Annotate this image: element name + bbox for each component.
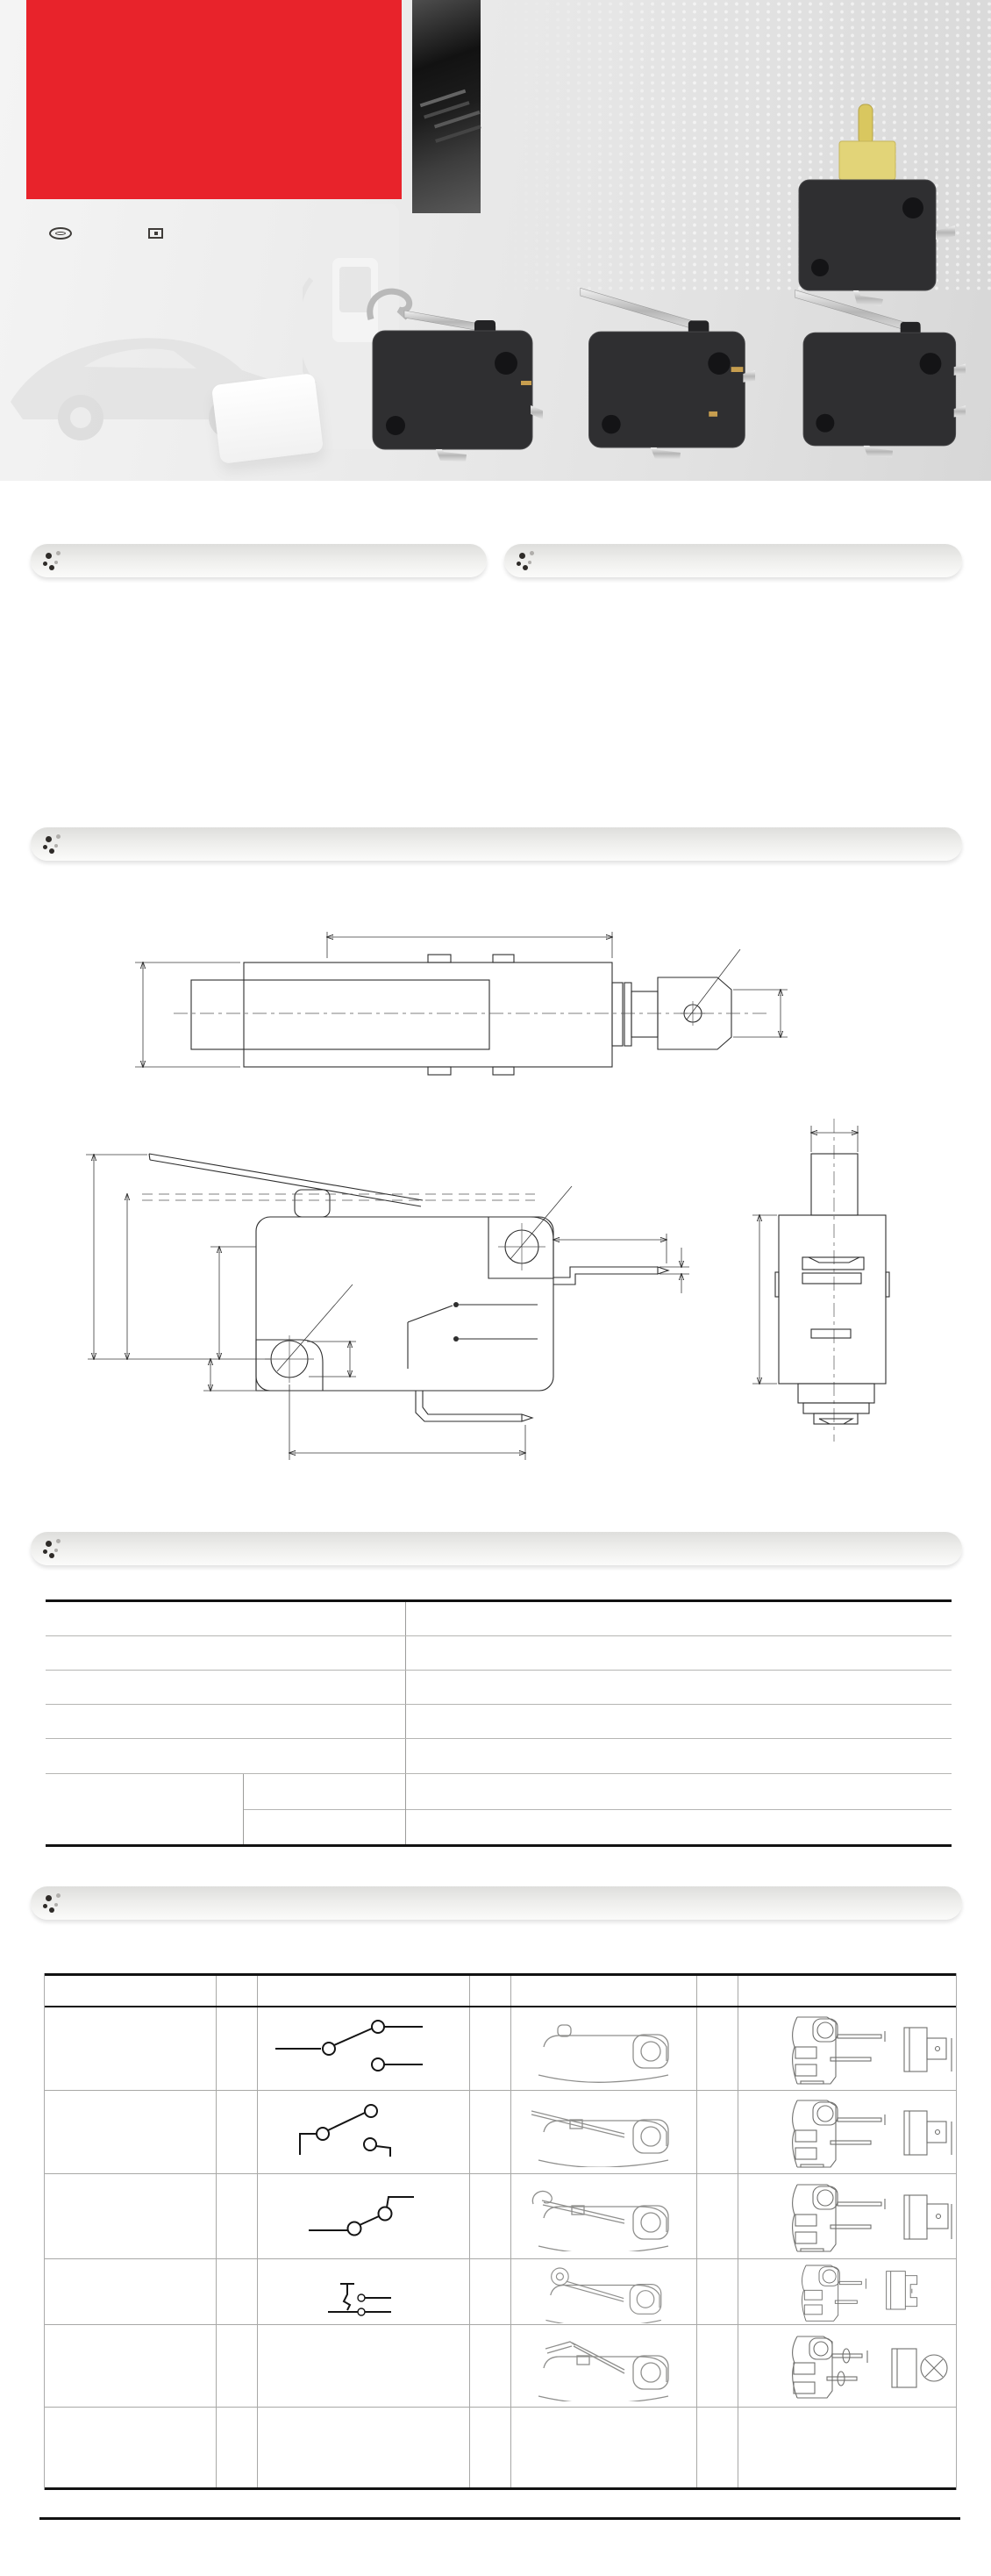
parameter-label bbox=[46, 1671, 405, 1704]
parameters-section-header bbox=[31, 1532, 962, 1565]
terminal-drawing-2 bbox=[738, 2091, 956, 2173]
lever-drawing-straight bbox=[510, 2091, 696, 2173]
dots-icon bbox=[43, 1893, 64, 1913]
parameter-label bbox=[46, 1705, 405, 1738]
feature-section-header bbox=[31, 544, 487, 577]
kema-keur-logo bbox=[148, 228, 163, 239]
circuit-diagram-c bbox=[257, 2174, 469, 2258]
terminal-code-more bbox=[696, 2408, 738, 2487]
white-card-decoration bbox=[211, 373, 324, 464]
lever-drawing-pin bbox=[510, 2007, 696, 2090]
outline-section-header bbox=[31, 827, 962, 861]
circuit-diagram-b bbox=[257, 2091, 469, 2173]
electrical-value bbox=[406, 1774, 952, 1809]
series-banner bbox=[26, 0, 402, 199]
parameter-row bbox=[46, 1739, 952, 1774]
parameter-value bbox=[405, 1602, 952, 1635]
ordering-table-header bbox=[45, 1973, 956, 2007]
lever-code bbox=[469, 2091, 510, 2173]
header-terminal bbox=[738, 1976, 956, 2006]
header-spacer bbox=[216, 1976, 257, 2006]
parameter-value bbox=[405, 1671, 952, 1704]
ordering-table bbox=[44, 1973, 957, 2490]
dots-icon bbox=[43, 1539, 64, 1558]
switch-photo-straight-lever bbox=[572, 283, 756, 462]
parameter-value bbox=[405, 1705, 952, 1738]
lever-code bbox=[469, 2259, 510, 2324]
series-cell bbox=[45, 2091, 216, 2173]
circuit-photo-strip bbox=[412, 0, 481, 213]
circuit-diagram-e bbox=[257, 2325, 469, 2407]
switch-photo-plunger bbox=[776, 101, 956, 307]
parameter-row bbox=[46, 1636, 952, 1671]
cqc-logo bbox=[49, 227, 72, 240]
series-cell bbox=[45, 2408, 216, 2487]
mechanical-value bbox=[406, 1809, 952, 1844]
terminal-other-label bbox=[738, 2408, 956, 2487]
terminal-code bbox=[696, 2007, 738, 2090]
lever-code bbox=[469, 2325, 510, 2407]
terminal-code bbox=[696, 2259, 738, 2324]
series-cell bbox=[45, 2007, 216, 2090]
circuit-code-more bbox=[216, 2408, 257, 2487]
lever-other-label bbox=[510, 2408, 696, 2487]
terminal-drawing-3 bbox=[738, 2174, 956, 2258]
dots-icon bbox=[43, 551, 64, 570]
terminal-drawing-4 bbox=[738, 2259, 956, 2324]
series-cell bbox=[45, 2325, 216, 2407]
ordering-row-C bbox=[45, 2174, 956, 2259]
circuit-cell-empty bbox=[257, 2408, 469, 2487]
hero-banner bbox=[0, 0, 991, 481]
mechanical-label bbox=[244, 1809, 405, 1844]
circuit-code bbox=[216, 2325, 257, 2407]
lever-code bbox=[469, 2007, 510, 2090]
ordering-section-header bbox=[31, 1886, 962, 1920]
parameter-row bbox=[46, 1602, 952, 1636]
circuit-diagram-a bbox=[257, 2007, 469, 2090]
service-life-values bbox=[405, 1774, 952, 1844]
header-circuit bbox=[257, 1976, 469, 2006]
terminal-code bbox=[696, 2091, 738, 2173]
header-lever bbox=[510, 1976, 696, 2006]
footnote bbox=[39, 2488, 960, 2520]
electrical-label bbox=[244, 1774, 405, 1809]
circuit-diagram-d bbox=[257, 2259, 469, 2324]
parameters-table bbox=[46, 1599, 952, 1847]
circuit-code bbox=[216, 2174, 257, 2258]
header-spacer bbox=[696, 1976, 738, 2006]
parameter-row bbox=[46, 1671, 952, 1705]
dots-icon bbox=[517, 551, 538, 570]
outline-end-view-drawing bbox=[745, 1075, 965, 1452]
parameter-label bbox=[46, 1739, 405, 1773]
lever-drawing-hook bbox=[510, 2174, 696, 2258]
header-series bbox=[45, 1976, 216, 2006]
terminal-code bbox=[696, 2325, 738, 2407]
parameter-label bbox=[46, 1636, 405, 1670]
switch-photo-three-terminal bbox=[787, 283, 966, 462]
parameter-label bbox=[46, 1602, 405, 1635]
lever-code bbox=[469, 2174, 510, 2258]
lever-code-more bbox=[469, 2408, 510, 2487]
outline-side-view-drawing bbox=[44, 1104, 719, 1472]
circuit-code bbox=[216, 2091, 257, 2173]
ordering-row-D bbox=[45, 2259, 956, 2325]
outline-top-view-drawing bbox=[68, 897, 814, 1094]
service-life-sublabels bbox=[243, 1774, 405, 1844]
ordering-row-A bbox=[45, 2007, 956, 2091]
circuit-code bbox=[216, 2007, 257, 2090]
switch-photo-hook-lever bbox=[355, 283, 544, 462]
dots-icon bbox=[43, 834, 64, 854]
header-spacer bbox=[469, 1976, 510, 2006]
terminal-code bbox=[696, 2174, 738, 2258]
ordering-row-E bbox=[45, 2325, 956, 2408]
parameter-value bbox=[405, 1739, 952, 1773]
service-life-row bbox=[46, 1774, 952, 1844]
ordering-row-B bbox=[45, 2091, 956, 2174]
terminal-drawing-5 bbox=[738, 2325, 956, 2407]
lever-drawing-sim-roller bbox=[510, 2325, 696, 2407]
lever-drawing-roller bbox=[510, 2259, 696, 2324]
parameter-value bbox=[405, 1636, 952, 1670]
certification-logos bbox=[49, 212, 178, 254]
series-cell bbox=[45, 2259, 216, 2324]
service-life-label bbox=[46, 1774, 243, 1844]
series-cell bbox=[45, 2174, 216, 2258]
application-section-header bbox=[504, 544, 962, 577]
circuit-code bbox=[216, 2259, 257, 2324]
parameter-row bbox=[46, 1705, 952, 1739]
terminal-drawing-1 bbox=[738, 2007, 956, 2090]
ordering-row-other bbox=[45, 2408, 956, 2490]
